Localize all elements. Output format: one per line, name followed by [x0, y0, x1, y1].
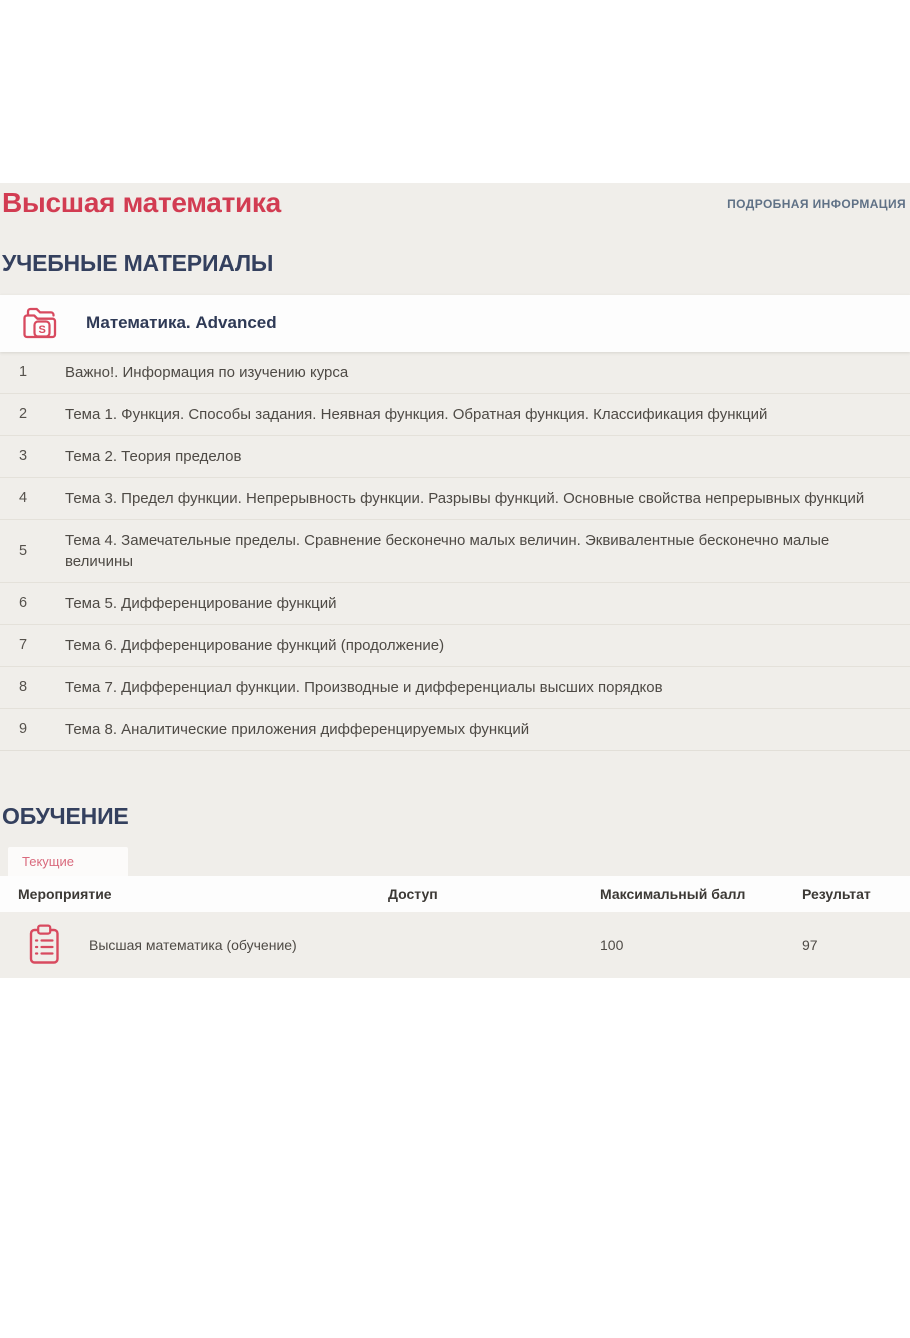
materials-list [0, 352, 910, 751]
material-number: 1 [19, 364, 28, 381]
material-title: Тема 7. Дифференциал функции. Производные и дифференциалы высших порядков [65, 678, 663, 696]
material-number: 6 [19, 595, 28, 612]
material-item[interactable] [0, 352, 910, 393]
course-page-band [0, 183, 910, 978]
training-heading: ОБУЧЕНИЕ [2, 802, 129, 829]
material-title: Тема 4. Замечательные пределы. Сравнение бесконечно малых величин. Эквивалентные бесконечно малые величины [65, 531, 830, 570]
material-item[interactable] [0, 435, 910, 477]
event-name-cell [0, 922, 370, 968]
tab-current[interactable]: Текущие [8, 847, 128, 876]
table-row[interactable] [0, 912, 910, 978]
material-title: Тема 2. Теория пределов [65, 447, 242, 465]
event-result: 97 [802, 936, 818, 953]
material-item[interactable] [0, 582, 910, 624]
event-name: Высшая математика (обучение) [89, 936, 297, 953]
material-title: Тема 8. Аналитические приложения дифференцируемых функций [65, 720, 530, 738]
col-header-event: Мероприятие [18, 885, 112, 902]
course-label: Математика. Advanced [86, 313, 277, 333]
col-header-max-score: Максимальный балл [600, 885, 746, 902]
material-number: 5 [19, 542, 28, 559]
material-item[interactable] [0, 708, 910, 750]
material-title: Важно!. Информация по изучению курса [65, 363, 349, 381]
material-title: Тема 1. Функция. Способы задания. Неявная функция. Обратная функция. Классификация функций [65, 405, 768, 423]
training-tabbar [0, 847, 910, 876]
material-item[interactable] [0, 393, 910, 435]
col-header-access: Доступ [388, 885, 438, 902]
training-table [0, 876, 910, 978]
material-title: Тема 3. Предел функции. Непрерывность функции. Разрывы функций. Основные свойства непрерывных функций [65, 489, 865, 507]
event-max-score: 100 [600, 936, 624, 953]
material-item[interactable] [0, 519, 910, 582]
page-header [0, 183, 910, 219]
material-number: 8 [19, 679, 28, 696]
materials-heading: УЧЕБНЫЕ МАТЕРИАЛЫ [2, 249, 274, 276]
material-number: 2 [19, 406, 28, 423]
folder-badge-letter: S [38, 324, 46, 337]
table-header-row [0, 876, 910, 912]
col-header-result: Результат [802, 885, 871, 902]
page-title: Высшая математика [2, 187, 281, 218]
material-item[interactable] [0, 624, 910, 666]
detailed-info-link[interactable]: ПОДРОБНАЯ ИНФОРМАЦИЯ [727, 197, 906, 211]
folder-s-icon [19, 303, 61, 343]
clipboard-list-icon [24, 922, 64, 968]
material-number: 4 [19, 490, 28, 507]
material-number: 3 [19, 448, 28, 465]
material-number: 7 [19, 637, 28, 654]
material-item[interactable] [0, 666, 910, 708]
course-folder-row[interactable] [0, 295, 910, 352]
material-item[interactable] [0, 477, 910, 519]
material-title: Тема 6. Дифференцирование функций (продолжение) [65, 636, 445, 654]
material-title: Тема 5. Дифференцирование функций [65, 594, 337, 612]
material-number: 9 [19, 721, 28, 738]
